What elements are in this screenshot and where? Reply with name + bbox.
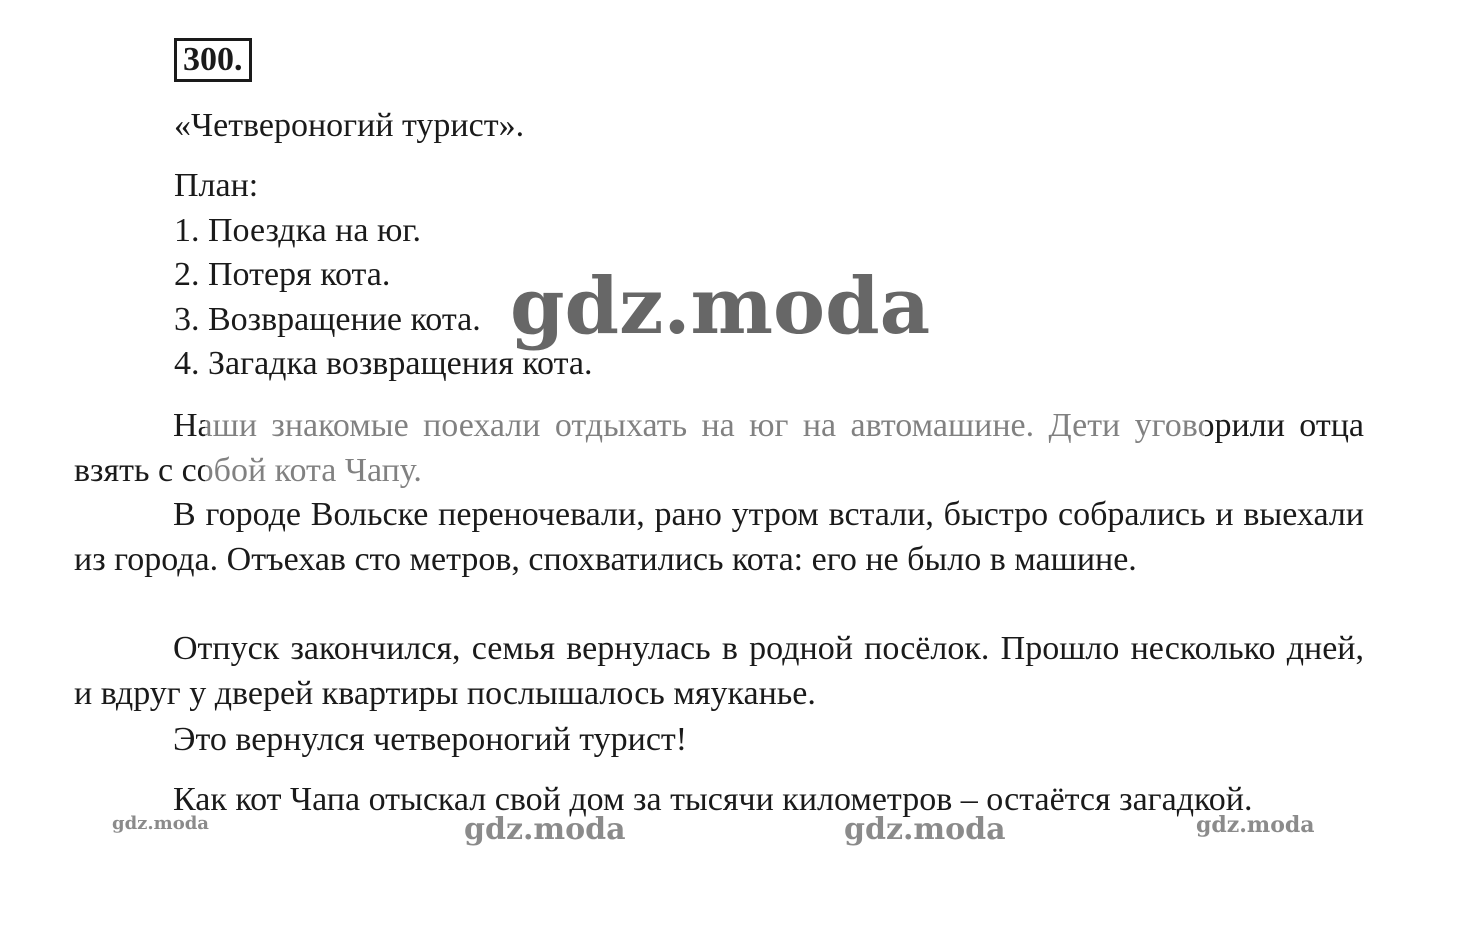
watermark-main: gdz.moda: [510, 261, 931, 352]
story-paragraph: В городе Вольске переночевали, рано утром встали, быстро собрались и выехали из города. Отъехав сто метров, спохватились кота: его не было в машине.: [74, 496, 1364, 578]
plan-item: 2. Потеря кота.: [174, 256, 391, 293]
story-paragraph: Отпуск закончился, семья вернулась в родной посёлок. Прошло несколько дней, и вдруг у дверей квартиры послышалось мяуканье.: [74, 630, 1364, 712]
plan-heading: План:: [174, 167, 259, 204]
story-title: «Четвероногий турист».: [174, 107, 525, 144]
task-number-suffix: .: [234, 41, 243, 78]
plan-item: 3. Возвращение кота.: [174, 301, 481, 338]
story-paragraph: Как кот Чапа отыскал свой дом за тысячи километров – остаётся загадкой.: [173, 781, 1253, 818]
plan-item: 1. Поездка на юг.: [174, 212, 421, 249]
story-paragraph: Это вернулся четвероногий турист!: [173, 721, 688, 758]
story-paragraph: Наши знакомые поехали отдыхать на юг на автомашине. Дети уговорили отца взять с собой кота Чапу.: [74, 407, 1364, 489]
watermark-bottom-2: gdz.moda: [844, 812, 1006, 847]
watermark-bottom-1: gdz.moda: [464, 812, 626, 847]
task-number-box: [174, 38, 252, 82]
task-number: [174, 38, 252, 82]
watermark-haze: [205, 408, 1205, 488]
watermark-small-right: gdz.moda: [1196, 812, 1315, 838]
task-number-value: 300: [183, 41, 234, 78]
watermark-small-left: gdz.moda: [112, 813, 209, 834]
plan-item: 4. Загадка возвращения кота.: [174, 345, 593, 382]
